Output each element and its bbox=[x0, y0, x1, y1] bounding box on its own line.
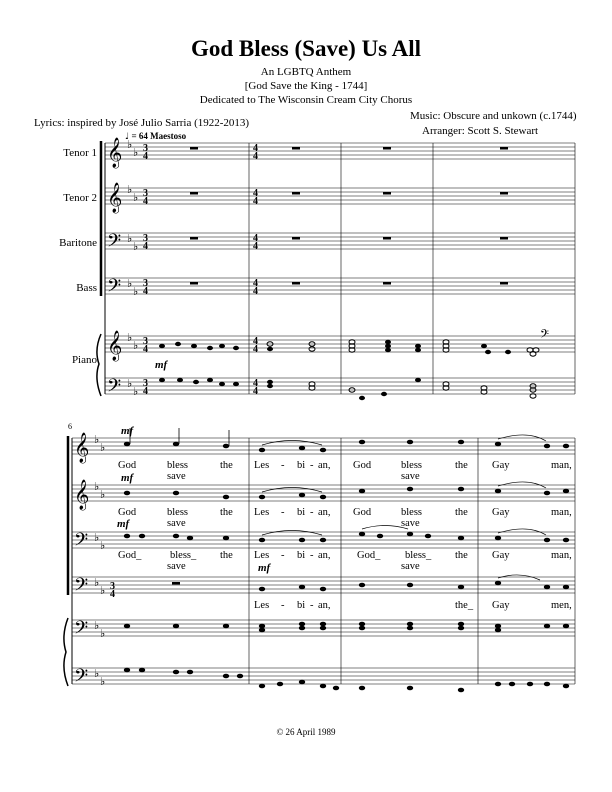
lyric-bar: the bbox=[220, 550, 233, 561]
svg-text:3: 3 bbox=[143, 188, 148, 199]
svg-text:♭: ♭ bbox=[94, 667, 100, 680]
dynamic-mf-bass: mf bbox=[258, 562, 271, 574]
lyric-t2: Les bbox=[254, 507, 270, 518]
bass-clef-icon: 𝄢 bbox=[74, 666, 89, 691]
lyric-bar: bless_ bbox=[405, 550, 432, 561]
measure-number: 6 bbox=[68, 422, 72, 431]
lyric-t1: Gay bbox=[492, 460, 510, 471]
arranger-credit: Arranger: Scott S. Stewart bbox=[422, 125, 539, 137]
lyric-t2: - bbox=[281, 507, 285, 518]
svg-text:4: 4 bbox=[143, 196, 148, 207]
treble-clef-icon: 𝄞 bbox=[107, 138, 123, 168]
svg-text:4: 4 bbox=[253, 196, 258, 207]
svg-text:♭: ♭ bbox=[133, 385, 139, 398]
lyric-t2: God bbox=[353, 507, 372, 518]
lyric-t1: the bbox=[220, 460, 233, 471]
svg-text:♭: ♭ bbox=[133, 240, 139, 253]
lyric-t1: an, bbox=[318, 460, 331, 471]
tempo-word: Maestoso bbox=[150, 131, 187, 141]
svg-text:4: 4 bbox=[253, 286, 258, 297]
svg-text:♭: ♭ bbox=[133, 339, 139, 352]
treble-clef-icon: 𝄞 bbox=[107, 331, 123, 361]
bass-clef-change-icon: 𝄢 bbox=[540, 328, 550, 344]
treble-clef-icon: 𝄞 bbox=[74, 480, 90, 510]
dynamic-mf-tenor2: mf bbox=[121, 472, 134, 484]
bass-clef-icon: 𝄢 bbox=[74, 530, 89, 555]
svg-text:3: 3 bbox=[143, 378, 148, 389]
lyric-bar: man, bbox=[551, 550, 572, 561]
svg-text:4: 4 bbox=[253, 386, 258, 397]
lyric-t2: bless bbox=[401, 507, 422, 518]
lyric-t1-alt: save bbox=[167, 471, 186, 482]
lyric-t2: the bbox=[455, 507, 468, 518]
svg-text:4: 4 bbox=[253, 344, 258, 355]
svg-text:♭: ♭ bbox=[133, 146, 139, 159]
lyric-bar: bi bbox=[297, 550, 306, 561]
lyric-bass: - bbox=[310, 600, 314, 611]
svg-text:♭: ♭ bbox=[100, 488, 106, 501]
lyric-bar-alt: save bbox=[167, 561, 186, 572]
svg-text:4: 4 bbox=[253, 378, 258, 389]
lyric-t1: the bbox=[455, 460, 468, 471]
svg-text:3: 3 bbox=[110, 581, 115, 592]
lyric-t2-alt: save bbox=[401, 518, 420, 529]
lyric-t2-alt: save bbox=[167, 518, 186, 529]
dynamic-mf-baritone: mf bbox=[117, 518, 130, 530]
score-title: God Bless (Save) Us All bbox=[190, 36, 422, 61]
svg-text:♭: ♭ bbox=[94, 619, 100, 632]
svg-text:♭: ♭ bbox=[94, 480, 100, 493]
dynamic-mf-piano: mf bbox=[155, 359, 168, 371]
svg-text:♭: ♭ bbox=[127, 232, 133, 245]
svg-text:♭: ♭ bbox=[94, 433, 100, 446]
svg-text:4: 4 bbox=[143, 286, 148, 297]
svg-text:♭: ♭ bbox=[94, 576, 100, 589]
svg-text:♭: ♭ bbox=[127, 377, 133, 390]
lyric-t1: bless bbox=[401, 460, 422, 471]
svg-text:3: 3 bbox=[143, 233, 148, 244]
part-label-bass: Bass bbox=[76, 282, 97, 294]
lyric-bass: an, bbox=[318, 600, 331, 611]
lyric-bar: God_ bbox=[357, 550, 381, 561]
svg-text:4: 4 bbox=[253, 336, 258, 347]
svg-text:4: 4 bbox=[253, 188, 258, 199]
svg-text:♭: ♭ bbox=[127, 277, 133, 290]
lyric-bar: bless_ bbox=[170, 550, 197, 561]
svg-text:4: 4 bbox=[143, 241, 148, 252]
svg-text:4: 4 bbox=[253, 241, 258, 252]
lyric-bass: - bbox=[281, 600, 285, 611]
lyric-t2: bless bbox=[167, 507, 188, 518]
lyric-t1: bi bbox=[297, 460, 306, 471]
lyric-t2: the bbox=[220, 507, 233, 518]
svg-text:4: 4 bbox=[253, 151, 258, 162]
lyric-t1-alt: save bbox=[401, 471, 420, 482]
svg-text:4: 4 bbox=[143, 386, 148, 397]
svg-text:4: 4 bbox=[143, 151, 148, 162]
part-label-tenor2: Tenor 2 bbox=[63, 192, 97, 204]
lyric-bar: - bbox=[281, 550, 285, 561]
lyric-t2: bi bbox=[297, 507, 306, 518]
lyric-t1: - bbox=[281, 460, 285, 471]
quarter-note-icon: ♩ bbox=[125, 132, 130, 142]
svg-text:4: 4 bbox=[253, 233, 258, 244]
treble-clef-icon: 𝄞 bbox=[74, 433, 90, 463]
lyric-t1: Les bbox=[254, 460, 270, 471]
svg-text:3: 3 bbox=[143, 278, 148, 289]
dedication: Dedicated to The Wisconsin Cream City Chorus bbox=[199, 94, 413, 106]
lyricist-credit: Lyrics: inspired by José Julio Sarria (1922-2013) bbox=[34, 117, 250, 129]
lyric-bass: Les bbox=[254, 600, 270, 611]
svg-text:♭: ♭ bbox=[127, 331, 133, 344]
dynamic-mf-tenor1: mf bbox=[121, 425, 134, 437]
system-2-staves bbox=[64, 436, 575, 686]
bass-clef-icon: 𝄢 bbox=[107, 276, 122, 301]
lyric-t2: man, bbox=[551, 507, 572, 518]
system-1-staves bbox=[97, 141, 575, 396]
composer-credit: Music: Obscure and unkown (c.1744) bbox=[410, 110, 577, 122]
svg-text:♭: ♭ bbox=[100, 675, 106, 688]
lyric-t2: Gay bbox=[492, 507, 510, 518]
part-label-baritone: Baritone bbox=[59, 237, 97, 249]
svg-text:♭: ♭ bbox=[100, 539, 106, 552]
lyric-t1: bless bbox=[167, 460, 188, 471]
lyric-bar: an, bbox=[318, 550, 331, 561]
measure-rests bbox=[190, 147, 508, 285]
bass-clef-icon: 𝄢 bbox=[107, 376, 122, 401]
part-label-piano: Piano bbox=[71, 354, 97, 366]
lyric-bar: Les bbox=[254, 550, 270, 561]
lyric-t1: - bbox=[310, 460, 314, 471]
bass-clef-icon: 𝄢 bbox=[107, 231, 122, 256]
lyric-bar: Gay bbox=[492, 550, 510, 561]
svg-text:♭: ♭ bbox=[127, 183, 133, 196]
lyric-t1: God bbox=[118, 460, 137, 471]
lyric-bar: God_ bbox=[118, 550, 142, 561]
svg-text:3: 3 bbox=[143, 143, 148, 154]
lyric-bar-alt: save bbox=[401, 561, 420, 572]
svg-text:♭: ♭ bbox=[100, 627, 106, 640]
svg-text:♭: ♭ bbox=[133, 285, 139, 298]
lyric-bass: the_ bbox=[455, 600, 474, 611]
lyric-t2: - bbox=[310, 507, 314, 518]
svg-text:4: 4 bbox=[253, 143, 258, 154]
lyric-t1: God bbox=[353, 460, 372, 471]
bass-clef-icon: 𝄢 bbox=[74, 575, 89, 600]
svg-text:♭: ♭ bbox=[133, 191, 139, 204]
part-label-tenor1: Tenor 1 bbox=[63, 147, 97, 159]
lyric-t2: God bbox=[118, 507, 137, 518]
svg-text:♭: ♭ bbox=[94, 531, 100, 544]
lyric-bass: bi bbox=[297, 600, 306, 611]
lyric-t2: an, bbox=[318, 507, 331, 518]
svg-text:4: 4 bbox=[110, 589, 115, 600]
lyric-bass: Gay bbox=[492, 600, 510, 611]
lyric-bar: - bbox=[310, 550, 314, 561]
svg-text:3: 3 bbox=[143, 336, 148, 347]
copyright-notice: © 26 April 1989 bbox=[276, 727, 336, 737]
piano-notes-system1 bbox=[159, 340, 539, 400]
lyric-t1: man, bbox=[551, 460, 572, 471]
svg-text:4: 4 bbox=[143, 344, 148, 355]
tempo-bpm: = 64 bbox=[131, 131, 148, 141]
bass-clef-icon: 𝄢 bbox=[74, 618, 89, 643]
subtitle-line-2: [God Save the King - 1744] bbox=[244, 80, 368, 92]
lyric-bar: the bbox=[455, 550, 468, 561]
treble-clef-icon: 𝄞 bbox=[107, 183, 123, 213]
svg-text:♭: ♭ bbox=[127, 138, 133, 151]
svg-text:♭: ♭ bbox=[100, 441, 106, 454]
svg-text:4: 4 bbox=[253, 278, 258, 289]
subtitle-line-1: An LGBTQ Anthem bbox=[260, 66, 352, 78]
svg-text:♭: ♭ bbox=[100, 584, 106, 597]
lyric-bass: men, bbox=[551, 600, 572, 611]
